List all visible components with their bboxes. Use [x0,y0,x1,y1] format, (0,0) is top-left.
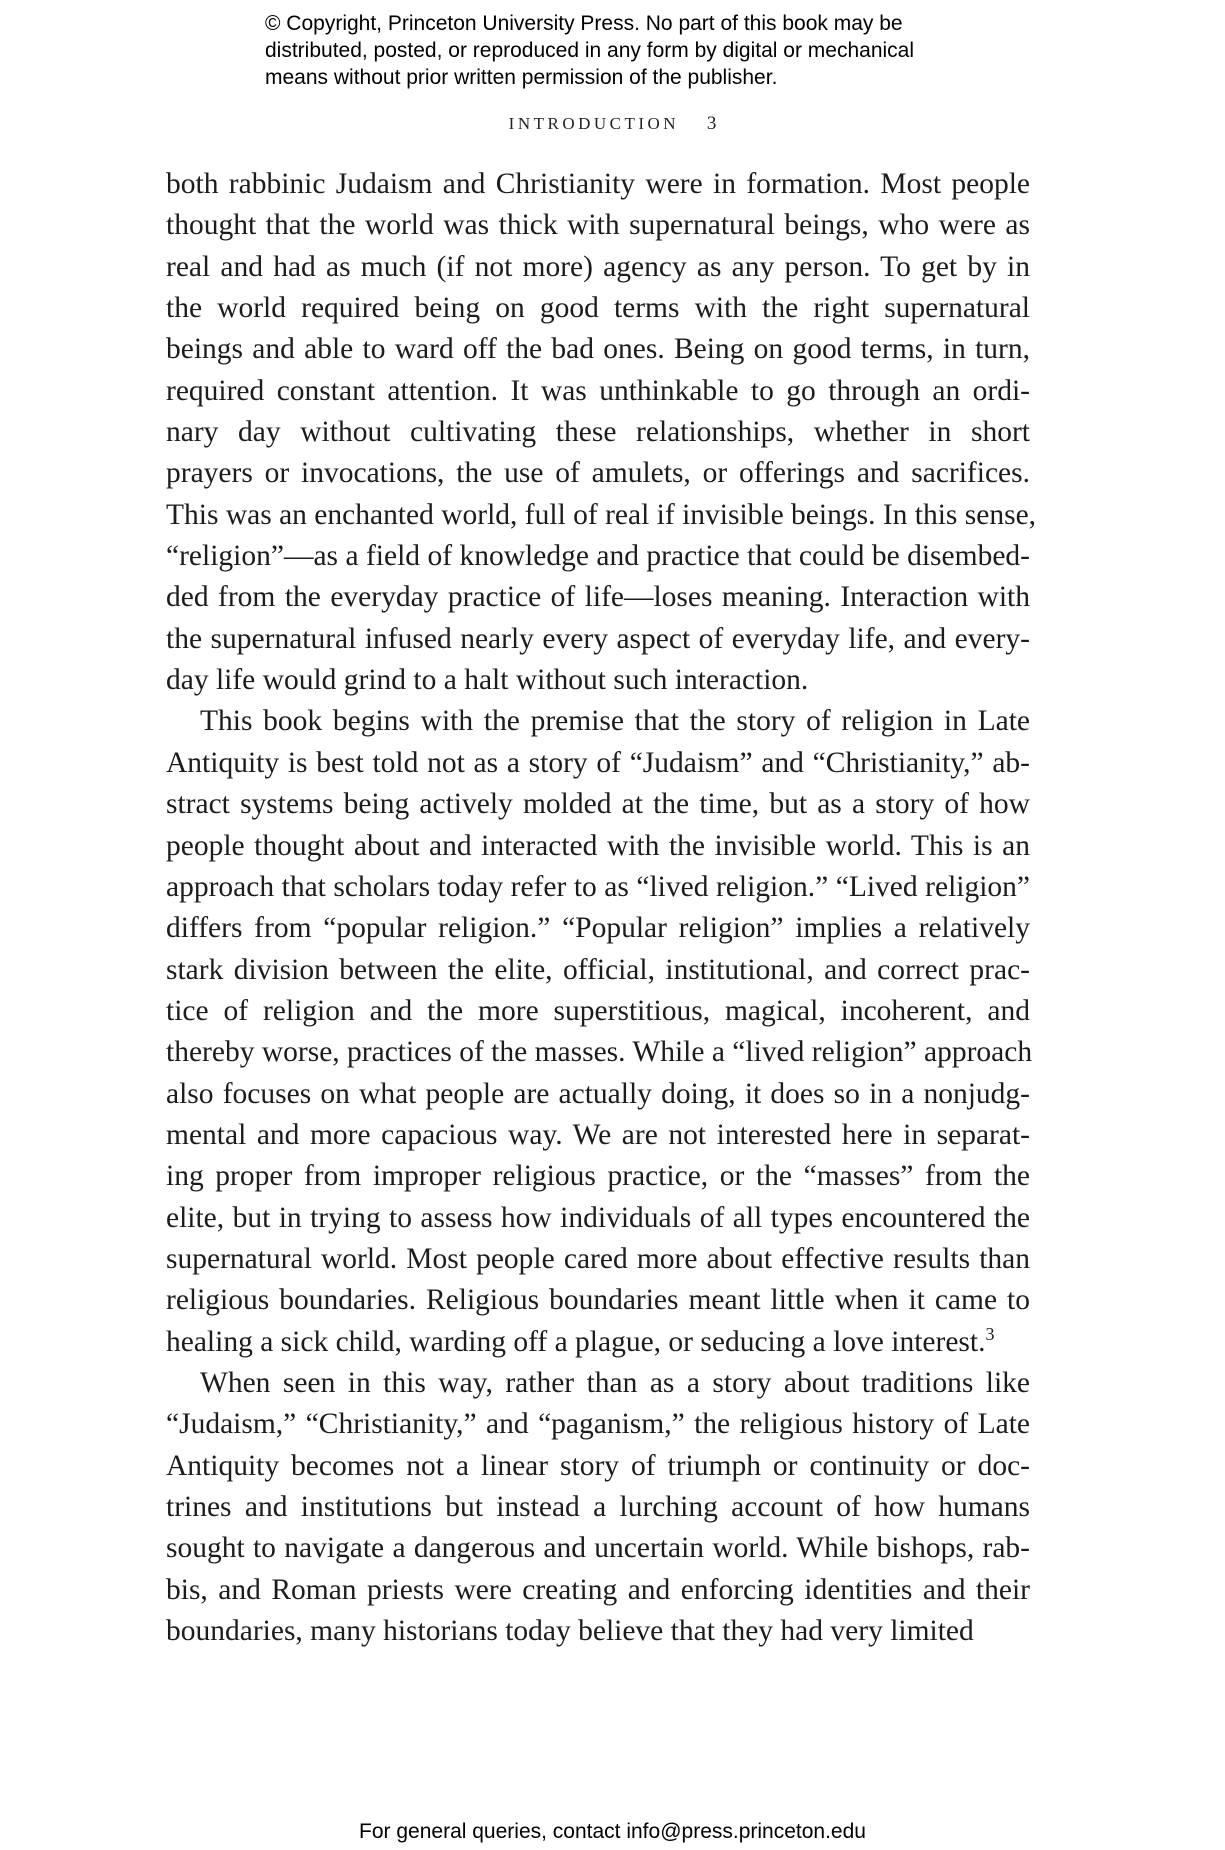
running-head [0,113,1225,135]
text-line: tice of religion and the more superstitious, magical, incoherent, and [166,994,1030,1027]
text-line: boundaries, many historians today believe that they had very limited [166,1615,974,1648]
paragraph [166,1363,1030,1652]
text-line: “Judaism,” “Christianity,” and “paganism,” the religious history of Late [166,1408,1030,1441]
text-line: mental and more capacious way. We are not interested here in separat- [166,1118,1030,1151]
text-line: elite, but in trying to assess how individuals of all types encountered the [166,1201,1030,1234]
text-line: the supernatural infused nearly every aspect of everyday life, and every- [166,622,1030,655]
text-line: “religion”—as a field of knowledge and practice that could be disembed- [166,540,1030,573]
body-text [166,164,1037,1652]
text-line: prayers or invocations, the use of amulets, or offerings and sacrifices. [166,457,1030,490]
paragraph [166,701,1033,1363]
text-line: trines and institutions but instead a lurching account of how humans [166,1491,1030,1523]
text-line: differs from “popular religion.” “Popular religion” implies a relatively [166,912,1030,945]
text-line: Antiquity becomes not a linear story of triumph or continuity or doc- [166,1449,1030,1482]
text-line: Antiquity is best told not as a story of “Judaism” and “Christianity,” ab- [166,746,1030,779]
text-line: bis, and Roman priests were creating and enforcing identities and their [166,1573,1030,1606]
text-line: When seen in this way, rather than as a story about traditions like [200,1366,1030,1399]
text-line: This was an enchanted world, full of real if invisible beings. In this sense, [166,498,1037,531]
footnote-ref[interactable]: 3 [985,1323,995,1344]
text-line: the world required being on good terms with the right supernatural [166,292,1030,325]
text-line: stract systems being actively molded at the time, but as a story of how [166,788,1030,821]
text-line: people thought about and interacted with the invisible world. This is an [166,829,1030,862]
text-line: stark division between the elite, official, institutional, and correct prac- [166,953,1030,986]
text-line: healing a sick child, warding off a plague, or seducing a love interest.$^3$ [166,1323,995,1358]
text-line: beings and able to ward off the bad ones. Being on good terms, in turn, [166,333,1030,366]
copyright-line: means without prior written permission of the publisher. [265,66,778,89]
text-line: day life would grind to a halt without such interaction. [166,664,809,697]
text-line: sought to navigate a dangerous and uncertain world. While bishops, rab- [166,1532,1030,1565]
copyright-line: distributed, posted, or reproduced in any form by digital or mechanical [265,39,915,62]
text-line: religious boundaries. Religious boundaries meant little when it came to [166,1284,1030,1317]
text-line: real and had as much (if not more) agency as any person. To get by in [166,250,1030,283]
text-line: required constant attention. It was unthinkable to go through an ordi- [166,374,1030,407]
text-line: ing proper from improper religious practice, or the “masses” from the [166,1160,1030,1193]
text-line: nary day without cultivating these relationships, whether in short [166,416,1030,449]
running-head-title: INTRODUCTION [508,114,680,133]
text-line: ded from the everyday practice of life—loses meaning. Interaction with [166,581,1030,614]
text-line: This book begins with the premise that the story of religion in Late [200,705,1030,738]
paragraph [166,164,1037,701]
copyright-line: © Copyright, Princeton University Press. No part of this book may be [265,12,903,35]
text-line: thought that the world was thick with supernatural beings, who were as [166,209,1030,242]
text-line: both rabbinic Judaism and Christianity were in formation. Most people [166,168,1030,200]
text-line: also focuses on what people are actually doing, it does so in a nonjudg- [166,1077,1030,1110]
text-line: approach that scholars today refer to as “lived religion.” “Lived religion” [166,870,1030,903]
text-line: thereby worse, practices of the masses. While a “lived religion” approach [166,1036,1033,1069]
page-number: 3 [706,113,717,134]
copyright-notice [265,10,1025,91]
footer-contact: For general queries, contact info@press.princeton.edu [359,1820,866,1843]
text-line: supernatural world. Most people cared more about effective results than [166,1242,1030,1275]
